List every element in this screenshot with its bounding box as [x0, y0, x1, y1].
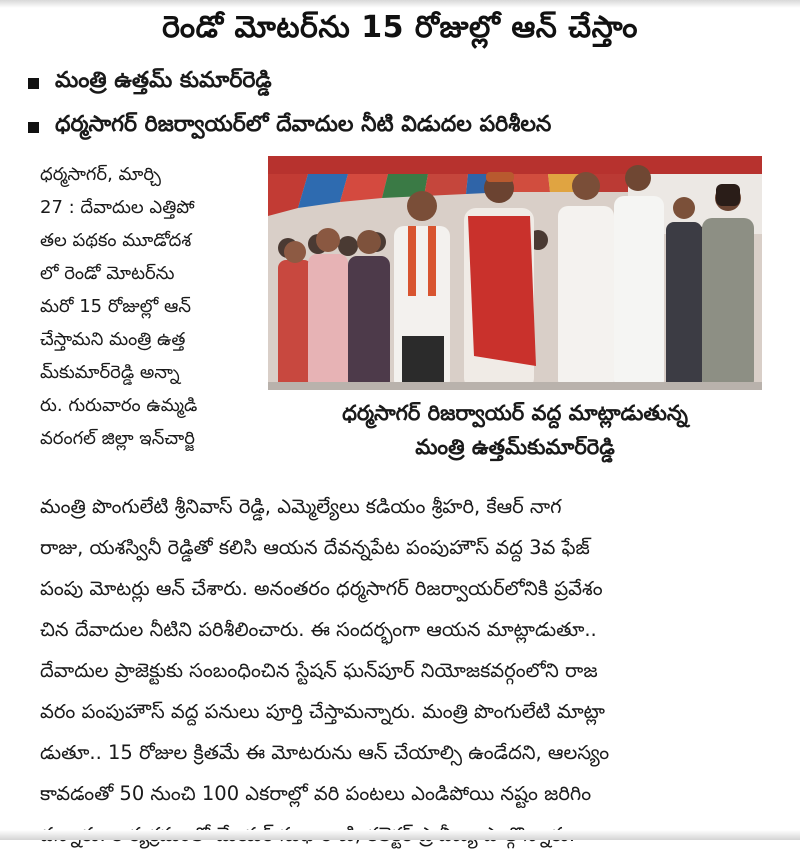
next-article-edge: [0, 830, 800, 840]
body-line: కావడంతో 50 నుంచి 100 ఎకరాల్లో వరి పంటలు ఎండిపోయి నష్టం జరిగిం: [40, 782, 592, 805]
body-line: చేస్తామని మంత్రి ఉత్త: [40, 329, 186, 350]
sub-headline-text: ధర్మసాగర్ రిజర్వాయర్‌లో దేవాదుల నీటి విడుదల పరిశీలన: [55, 112, 552, 137]
body-line: చిన దేవాదుల నీటిని పరిశీలించారు. ఈ సందర్భంగా ఆయన మాట్లాడుతూ..: [40, 618, 597, 641]
body-line: రు. గురువారం ఉమ్మడి: [40, 395, 198, 416]
body-line: లో రెండో మోటర్‌ను: [40, 263, 175, 284]
body-line: తల పథకం మూడోదశ: [40, 230, 192, 251]
photo-caption: [268, 396, 762, 464]
square-bullet-icon: [28, 122, 39, 133]
body-line: మ్‌కుమార్‌రెడ్డి అన్నా: [40, 362, 180, 383]
article-headline: రెండో మోటర్‌ను 15 రోజుల్లో ఆన్ చేస్తాం: [162, 10, 638, 45]
body-line: రాజు, యశస్వినీ రెడ్డితో కలిసి ఆయన దేవన్నపేట పంపుహౌస్ వద్ద 3వ ఫేజ్: [40, 536, 590, 559]
body-line: మరో 15 రోజుల్లో ఆన్: [40, 296, 191, 317]
article-body-wide-column: [40, 486, 764, 855]
body-line: పంపు మోటర్లు ఆన్ చేశారు. అనంతరం ధర్మసాగర్ రిజర్వాయర్‌లోనికి ప్రవేశం: [40, 577, 603, 600]
body-line: 27 : దేవాదుల ఎత్తిపో: [40, 197, 195, 218]
previous-article-edge: [0, 0, 800, 8]
body-line: మంత్రి పొంగులేటి శ్రీనివాస్ రెడ్డి, ఎమ్మెల్యేలు కడియం శ్రీహరి, కేఆర్ నాగ: [40, 495, 562, 518]
square-bullet-icon: [28, 78, 39, 89]
sub-headline-text: మంత్రి ఉత్తమ్ కుమార్‌రెడ్డి: [55, 68, 272, 93]
sub-headline-1: [28, 68, 272, 98]
news-photo-illustration: [268, 156, 762, 390]
news-photo: [268, 156, 762, 390]
body-line: వరంగల్ జిల్లా ఇన్‌చార్జి: [40, 428, 195, 449]
body-line: వరం పంపుహౌస్ వద్ద పనులు పూర్తి చేస్తామన్నారు. మంత్రి పొంగులేటి మాట్లా: [40, 700, 605, 723]
sub-headline-2: [28, 112, 551, 142]
body-line: డుతూ.. 15 రోజుల క్రితమే ఈ మోటరును ఆన్ చేయాల్సి ఉండేదని, ఆలస్యం: [40, 741, 610, 764]
body-line: దేవాదుల ప్రాజెక్టుకు సంబంధించిన స్టేషన్ ఘన్‌పూర్ నియోజకవర్గంలోని రాజ: [40, 659, 598, 682]
article-body-narrow-column: [40, 158, 250, 455]
caption-line: మంత్రి ఉత్తమ్‌కుమార్‌రెడ్డి: [415, 435, 615, 459]
caption-line: ధర్మసాగర్ రిజర్వాయర్ వద్ద మాట్లాడుతున్న: [342, 401, 688, 425]
body-line: ధర్మసాగర్, మార్చి: [40, 164, 161, 185]
